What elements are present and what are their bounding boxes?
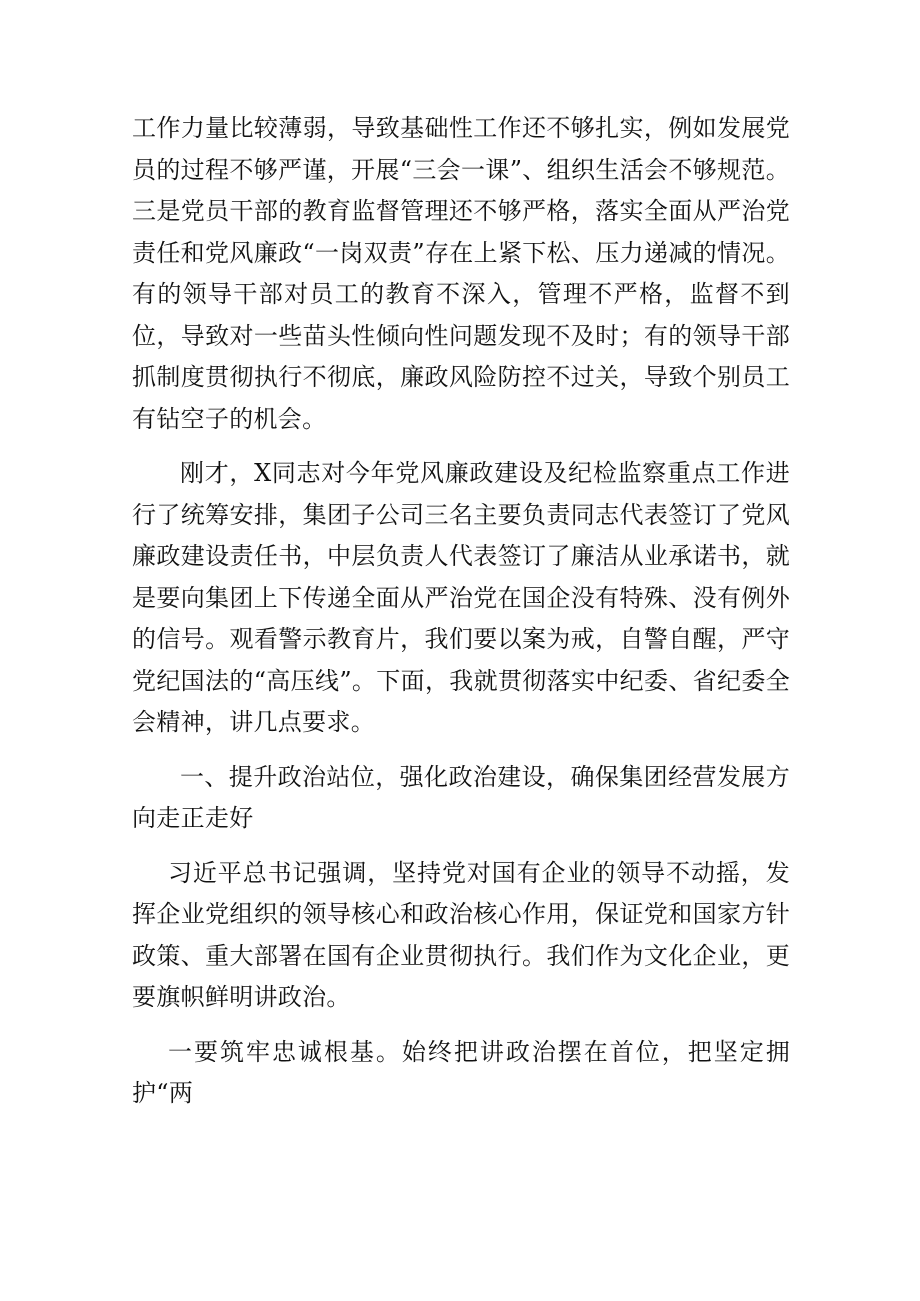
paragraph-political-leadership: 习近平总书记强调，坚持党对国有企业的领导不动摇，发挥企业党组织的领导核心和政治核心作用，保证党和国家方针政策、重大部署在国有企业贯彻执行。我们作为文化企业，更要旗帜鲜明讲政治。 [132, 858, 790, 1011]
paragraph-loyalty: 一要筑牢忠诚根基。始终把讲政治摆在首位，把坚定拥护“两 [132, 1037, 790, 1107]
paragraph-arrangements: 刚才，X同志对今年党风廉政建设及纪检监察重点工作进行了统筹安排，集团子公司三名主要负责同志代表签订了党风廉政建设责任书，中层负责人代表签订了廉洁从业承诺书，就是要向集团上下传递全面从严治党在国企没有特殊、没有例外的信号。观看警示教育片，我们要以案为戒，自警自醒，严守党纪国法的“高压线”。下面，我就贯彻落实中纪委、省纪委全会精神，讲几点要求。 [132, 459, 790, 736]
section-heading-one: 一、提升政治站位，强化政治建设，确保集团经营发展方向走正走好 [132, 762, 790, 832]
paragraph-continuation: 工作力量比较薄弱，导致基础性工作还不够扎实，例如发展党员的过程不够严谨，开展“三会一课”、组织生活会不够规范。三是党员干部的教育监督管理还不够严格，落实全面从严治党责任和党风廉政“一岗双责”存在上紧下松、压力递减的情况。有的领导干部对员工的教育不深入，管理不严格，监督不到位，导致对一些苗头性倾向性问题发现不及时；有的领导干部抓制度贯彻执行不彻底，廉政风险防控不过关，导致个别员工有钻空子的机会。 [132, 114, 790, 433]
document-body [132, 108, 790, 1115]
